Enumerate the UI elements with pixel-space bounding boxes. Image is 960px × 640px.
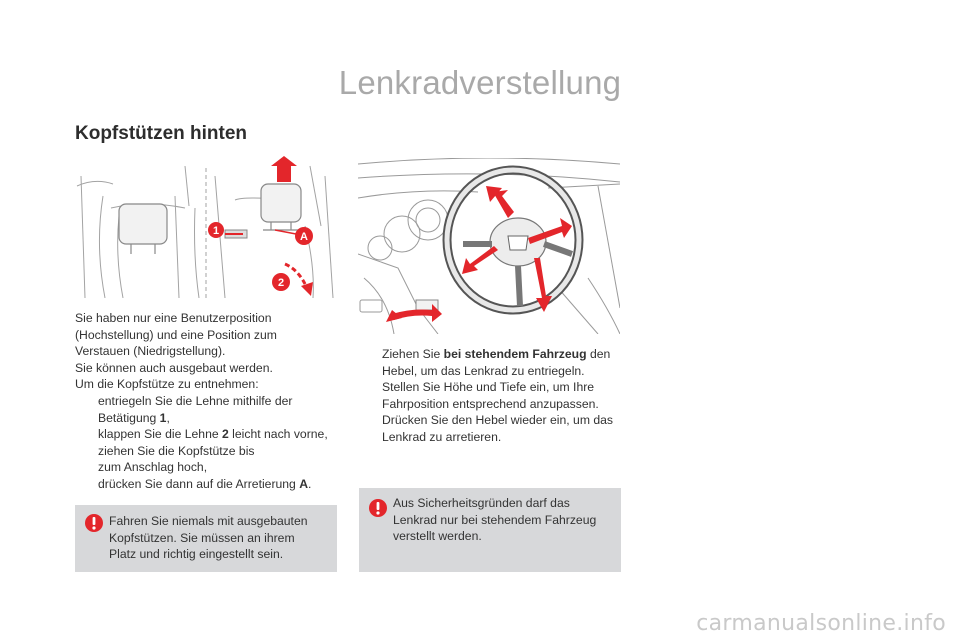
bullet-item: Drücken Sie den Hebel wieder ein, um das Lenkrad zu arretieren. — [382, 413, 614, 444]
intro-line: Um die Kopfstütze zu entnehmen: — [75, 377, 259, 392]
label-control: 1 — [212, 225, 220, 237]
left-intro-text — [75, 310, 337, 493]
bullet-item: klappen Sie die Lehne 2 leicht nach vorne, — [98, 427, 328, 442]
label-backrest: 2 — [277, 277, 285, 289]
page-title: Lenkradverstellung — [338, 64, 622, 101]
warning-text: Fahren Sie niemals mit ausgebauten Kopfstützen. Sie müssen an ihrem Platz und richtig eingestellt sein. — [109, 514, 308, 562]
steering-wheel-illustration — [358, 158, 620, 334]
warning-box-steering — [359, 488, 621, 572]
intro-line: Sie können auch ausgebaut werden. — [75, 360, 273, 375]
intro-line: Verstauen (Niedrigstellung). — [75, 344, 226, 359]
watermark: carmanualsonline.info — [696, 611, 946, 636]
label-lock: A — [300, 231, 308, 243]
bullet-item: entriegeln Sie die Lehne mithilfe der Betätigung 1, — [98, 393, 293, 425]
right-instructions-text — [359, 346, 621, 446]
bullet-item: Ziehen Sie bei stehendem Fahrzeug den Hebel, um das Lenkrad zu entriegeln. — [382, 347, 611, 378]
warning-icon — [84, 513, 104, 533]
intro-line: Sie haben nur eine Benutzerposition — [75, 311, 272, 325]
bullet-item: Stellen Sie Höhe und Tiefe ein, um Ihre Fahrposition entsprechend anzupassen. — [382, 380, 599, 411]
bullet-item: ziehen Sie die Kopfstütze bis zum Anschlag hoch, — [98, 443, 255, 475]
warning-box-headrests — [75, 505, 337, 572]
bullet-item: drücken Sie dann auf die Arretierung A. — [98, 476, 312, 491]
intro-line: (Hochstellung) und eine Position zum — [75, 327, 277, 342]
headrest-illustration — [75, 156, 337, 298]
warning-text: Aus Sicherheitsgründen darf das Lenkrad nur bei stehendem Fahrzeug verstellt werden. — [393, 496, 597, 544]
warning-icon — [368, 498, 388, 518]
section-title: Kopfstützen hinten — [75, 123, 248, 144]
